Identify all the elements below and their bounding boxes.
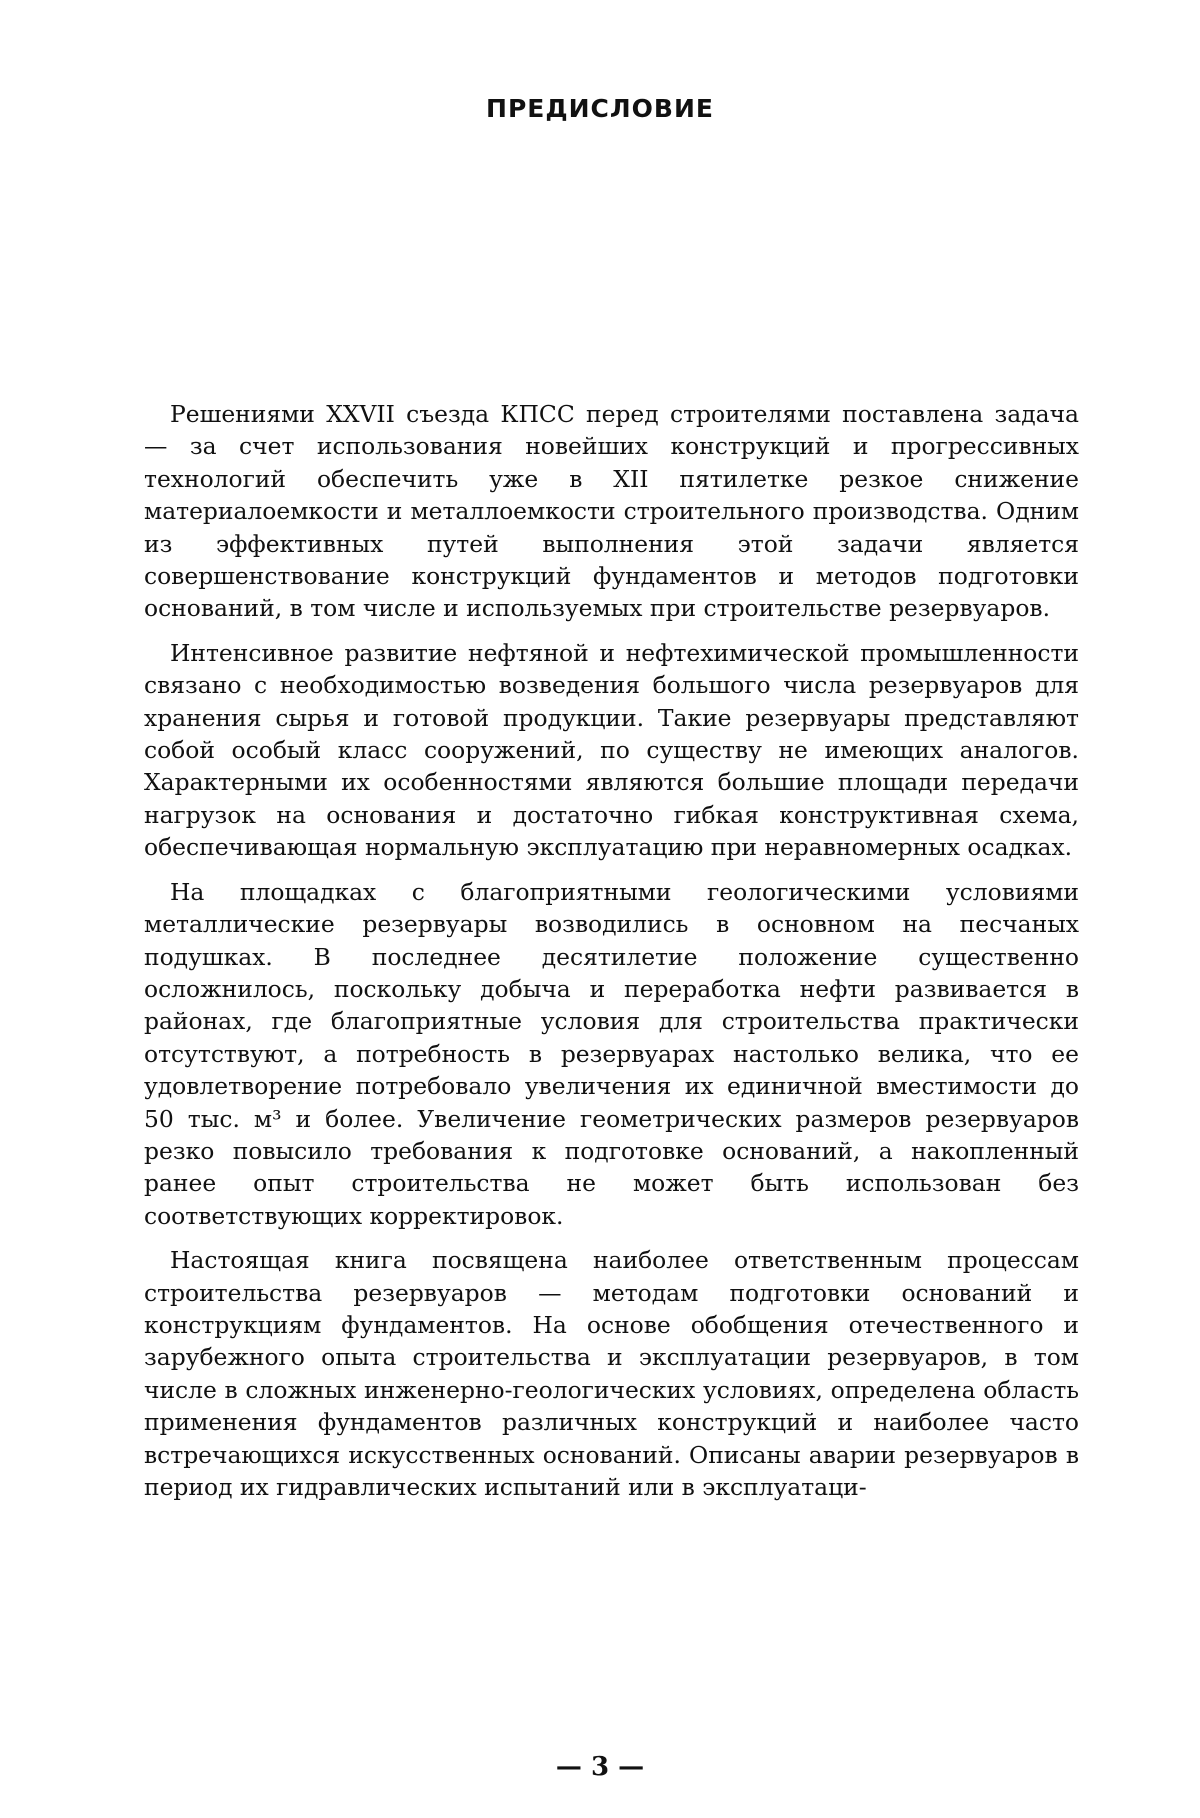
paragraph: Решениями XXVII съезда КПСС перед строителями поставлена задача — за счет использования новейших конструкций и прогрессивных технологий обеспечить уже в XII пятилетке резкое снижение материалоемкости и металлоемкости строительного производства. Одним из эффективных путей выполнения этой задачи является совершенствование конструкций фундаментов и методов подготовки оснований, в том числе и используемых при строительстве резервуаров. xyxy=(144,400,1079,623)
body-text xyxy=(144,398,1079,1515)
paragraph: Интенсивное развитие нефтяной и нефтехимической промышленности связано с необходимостью возведения большого числа резервуаров для хранения сырья и готовой продукции. Такие резервуары представляют собой особый класс сооружений, по существу не имеющих аналогов. Характерными их особенностями являются большие площади передачи нагрузок на основания и достаточно гибкая конструктивная схема, обеспечивающая нормальную эксплуатацию при неравномерных осадках. xyxy=(144,638,1079,862)
page-heading: ПРЕДИСЛОВИЕ xyxy=(486,94,714,123)
paragraph: Настоящая книга посвящена наиболее ответственным процессам строительства резервуаров — методам подготовки оснований и конструкциям фундаментов. На основе обобщения отечественного и зарубежного опыта строительства и эксплуатации резервуаров, в том числе в сложных инженерно-геологических условиях, определена область применения фундаментов различных конструкций и наиболее часто встречающихся искусственных оснований. Описаны аварии резервуаров в период их гидравлических испытаний или в эксплуатаци- xyxy=(144,1246,1079,1501)
page-number: — 3 — xyxy=(555,1752,645,1782)
paragraph: На площадках с благоприятными геологическими условиями металлические резервуары возводились в основном на песчаных подушках. В последнее десятилетие положение существенно осложнилось, поскольку добыча и переработка нефти развивается в районах, где благоприятные условия для строительства практически отсутствуют, а потребность в резервуарах настолько велика, что ее удовлетворение потребовало увеличения их единичной вместимости до 50 тыс. м³ и более. Увеличение геометрических размеров резервуаров резко повысило требования к подготовке оснований, а накопленный ранее опыт строительства не может быть использован без соответствующих корректировок. xyxy=(144,877,1079,1230)
